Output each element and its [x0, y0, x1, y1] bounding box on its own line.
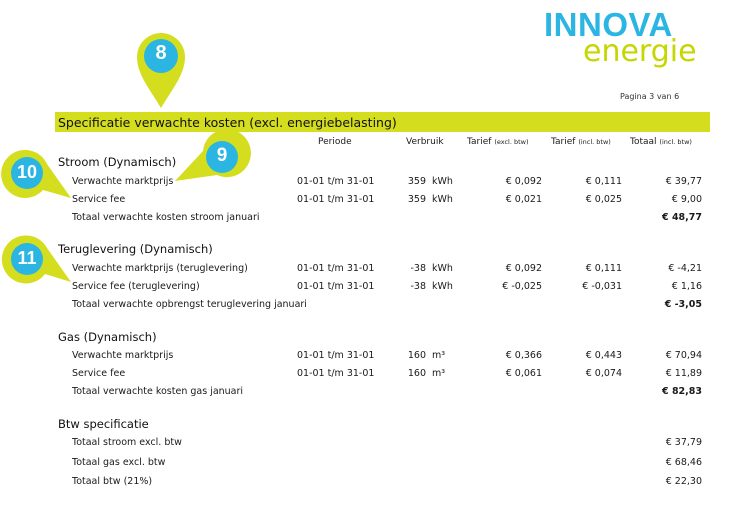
terug-row-1-periode: 01-01 t/m 31-01 — [297, 263, 375, 274]
stroom-row-1-periode: 01-01 t/m 31-01 — [297, 176, 375, 187]
gas-total-value: € 82,83 — [662, 386, 702, 397]
col-header-periode: Periode — [318, 137, 352, 147]
teruglevering-total-label: Totaal verwachte opbrengst teruglevering januari — [72, 299, 307, 310]
col-header-verbruik: Verbruik — [406, 137, 444, 147]
col-header-tarief-excl: Tarief (excl. btw) — [467, 137, 529, 147]
innova-logo-wordmark: INNOVA — [544, 6, 673, 43]
terug-row-1-totaal: € -4,21 — [668, 263, 702, 274]
gas-row-2-totaal: € 11,89 — [665, 368, 702, 379]
marker-10-number: 10 — [16, 162, 38, 182]
stroom-total-label: Totaal verwachte kosten stroom januari — [72, 212, 260, 223]
stroom-row-1-totaal: € 39,77 — [665, 176, 702, 187]
title-band — [55, 112, 710, 132]
stroom-row-1-tarief-excl: € 0,092 — [505, 176, 542, 187]
stroom-row-2-tarief-incl: € 0,025 — [585, 194, 622, 205]
col-header-tarief-incl: Tarief (incl. btw) — [551, 137, 611, 147]
gas-row-2-tarief-excl: € 0,061 — [505, 368, 542, 379]
page-number: Pagina 3 van 6 — [620, 92, 680, 101]
terug-row-1-verbruik: -38 kWh — [410, 263, 453, 274]
gas-row-1-periode: 01-01 t/m 31-01 — [297, 350, 375, 361]
gas-row-2-periode: 01-01 t/m 31-01 — [297, 368, 375, 379]
stroom-row-1-tarief-incl: € 0,111 — [585, 176, 622, 187]
marker-11-number: 11 — [17, 248, 37, 268]
terug-row-1-tarief-excl: € 0,092 — [505, 263, 542, 274]
marker-9-number: 9 — [216, 145, 228, 166]
btw-row-stroom-value: € 37,79 — [665, 437, 702, 448]
gas-row-1-totaal: € 70,94 — [665, 350, 702, 361]
btw-row-total-value: € 22,30 — [665, 476, 702, 487]
gas-section-title: Gas (Dynamisch) — [58, 330, 157, 344]
section-heading: Specificatie verwachte kosten (excl. energiebelasting) — [58, 115, 397, 130]
btw-row-gas-label: Totaal gas excl. btw — [72, 457, 166, 468]
col-header-totaal: Totaal (incl. btw) — [630, 137, 692, 147]
terug-row-1-tarief-incl: € 0,111 — [585, 263, 622, 274]
stroom-row-2-periode: 01-01 t/m 31-01 — [297, 194, 375, 205]
gas-total-label: Totaal verwachte kosten gas januari — [72, 386, 244, 397]
stroom-row-2-verbruik: 359 kWh — [407, 194, 453, 205]
stroom-row-2-label: Service fee — [72, 194, 126, 205]
gas-row-2-tarief-incl: € 0,074 — [585, 368, 622, 379]
marker-8-number: 8 — [155, 42, 167, 64]
teruglevering-section-title: Teruglevering (Dynamisch) — [58, 242, 213, 256]
gas-row-1-verbruik: 160 m³ — [407, 350, 446, 361]
btw-row-total-label: Totaal btw (21%) — [72, 476, 153, 487]
gas-row-2-label: Service fee — [72, 368, 126, 379]
gas-row-1-label: Verwachte marktprijs — [72, 350, 174, 361]
terug-row-2-label: Service fee (teruglevering) — [72, 281, 200, 292]
terug-row-1-label: Verwachte marktprijs (teruglevering) — [72, 263, 248, 274]
btw-row-gas-value: € 68,46 — [665, 457, 702, 468]
stroom-row-1-verbruik: 359 kWh — [407, 176, 453, 187]
terug-row-2-verbruik: -38 kWh — [410, 281, 453, 292]
gas-row-2-verbruik: 160 m³ — [407, 368, 446, 379]
terug-row-2-totaal: € 1,16 — [671, 281, 702, 292]
terug-row-2-tarief-excl: € -0,025 — [502, 281, 542, 292]
btw-section-title: Btw specificatie — [58, 417, 149, 431]
energie-logo-wordmark: energie — [583, 34, 697, 69]
stroom-row-1-label: Verwachte marktprijs — [72, 176, 174, 187]
gas-row-1-tarief-excl: € 0,366 — [505, 350, 542, 361]
stroom-row-2-tarief-excl: € 0,021 — [505, 194, 542, 205]
stroom-section-title: Stroom (Dynamisch) — [58, 155, 177, 169]
btw-row-stroom-label: Totaal stroom excl. btw — [72, 437, 182, 448]
stroom-total-value: € 48,77 — [662, 212, 702, 223]
teruglevering-total-value: € -3,05 — [664, 299, 702, 310]
stroom-row-2-totaal: € 9,00 — [671, 194, 702, 205]
terug-row-2-periode: 01-01 t/m 31-01 — [297, 281, 375, 292]
terug-row-2-tarief-incl: € -0,031 — [582, 281, 622, 292]
gas-row-1-tarief-incl: € 0,443 — [585, 350, 622, 361]
